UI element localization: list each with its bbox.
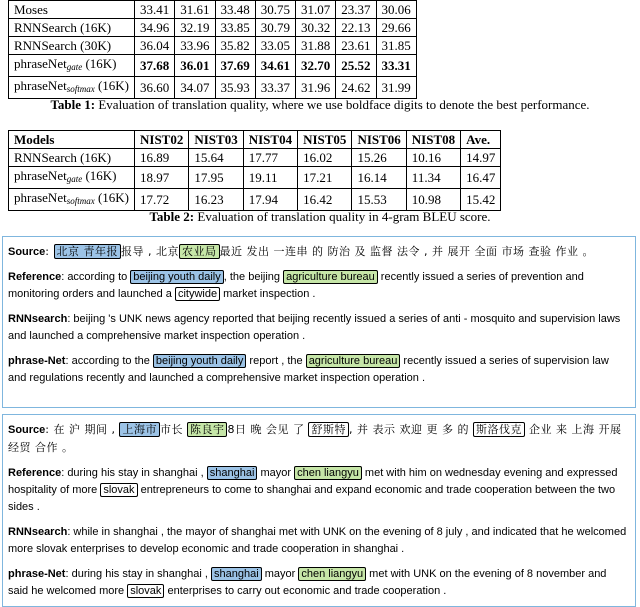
model-name-cell: Moses — [9, 1, 135, 19]
table-row — [9, 19, 417, 37]
highlight-entity: beijing youth daily — [130, 270, 223, 284]
table-2-caption — [0, 209, 640, 225]
score-cell: 32.19 — [175, 19, 215, 37]
highlight-entity: 上海市 — [119, 422, 160, 437]
highlight-entity: shanghai — [207, 466, 258, 480]
score-cell: 37.68 — [135, 55, 175, 77]
score-cell: 33.37 — [255, 77, 295, 99]
table-row — [9, 167, 501, 189]
phrasenet-label: phrase-Net — [8, 568, 66, 580]
table-row — [9, 55, 417, 77]
source-line: Source: 在 沪 期间 , 上海市 市长 陈良宇 8日 晚 会见 了 舒斯特 , 并 表示 欢迎 更 多 的 斯洛伐克 企业 来 上海 开展 经贸 合作 。 — [8, 423, 622, 454]
highlight-entity: 陈良宇 — [187, 422, 228, 437]
rnnsearch-line: RNNsearch: while in shanghai , the mayor of shanghai met with UNK on the evening of 8 july , and indicated that he welcomed more slovak enterprises to develop economic and trade cooperation in shanghai . — [8, 526, 627, 555]
score-cell: 24.62 — [336, 77, 376, 99]
score-cell: 15.64 — [189, 149, 243, 167]
score-cell: 30.79 — [255, 19, 295, 37]
score-cell: 23.37 — [336, 1, 376, 19]
highlight-entity: 舒斯特 — [308, 422, 349, 437]
column-header: Ave. — [461, 131, 501, 149]
caption-text: Evaluation of translation quality in 4-gram BLEU score. — [194, 209, 491, 224]
score-cell: 16.89 — [135, 149, 189, 167]
score-cell: 16.42 — [298, 189, 352, 211]
table-row — [9, 189, 501, 211]
score-cell: 31.88 — [296, 37, 336, 55]
column-header: NIST03 — [189, 131, 243, 149]
source-label: Source — [8, 246, 46, 258]
column-header: NIST05 — [298, 131, 352, 149]
phrasenet-label: phrase-Net — [8, 355, 66, 367]
highlight-entity: 北京 青年报 — [54, 244, 122, 259]
highlight-entity: agriculture bureau — [283, 270, 378, 284]
table-row — [9, 149, 501, 167]
score-cell: 31.07 — [296, 1, 336, 19]
score-cell: 14.97 — [461, 149, 501, 167]
score-cell: 33.41 — [135, 1, 175, 19]
score-cell: 32.70 — [296, 55, 336, 77]
highlight-entity: slovak — [100, 483, 137, 497]
highlight-entity: agriculture bureau — [306, 354, 401, 368]
score-cell: 10.98 — [406, 189, 460, 211]
score-cell: 33.85 — [215, 19, 255, 37]
score-cell: 34.07 — [175, 77, 215, 99]
score-cell: 11.34 — [406, 167, 460, 189]
translation-example-1 — [2, 236, 636, 408]
model-name-cell: RNNSearch (30K) — [9, 37, 135, 55]
phrasenet-line: phrase-Net: during his stay in shanghai , shanghai mayor chen liangyu met with UNK on the evening of 8 november and said he welcomed more slovak enterprises to carry out economic and trade cooperation . — [8, 568, 607, 597]
highlight-entity: slovak — [127, 584, 164, 598]
highlight-entity: chen liangyu — [298, 567, 366, 581]
score-cell: 19.11 — [243, 167, 297, 189]
score-cell: 16.14 — [352, 167, 406, 189]
score-cell: 30.75 — [255, 1, 295, 19]
score-cell: 33.96 — [175, 37, 215, 55]
rnnsearch-label: RNNsearch — [8, 313, 68, 325]
score-cell: 36.60 — [135, 77, 175, 99]
column-header: NIST06 — [352, 131, 406, 149]
score-cell: 34.96 — [135, 19, 175, 37]
highlight-entity: chen liangyu — [294, 466, 362, 480]
score-cell: 35.93 — [215, 77, 255, 99]
rnnsearch-label: RNNsearch — [8, 526, 68, 538]
table-header-row — [9, 131, 501, 149]
score-cell: 36.01 — [175, 55, 215, 77]
model-name-cell: RNNSearch (16K) — [9, 149, 135, 167]
score-cell: 30.32 — [296, 19, 336, 37]
score-cell: 15.26 — [352, 149, 406, 167]
score-cell: 30.06 — [376, 1, 416, 19]
score-cell: 10.16 — [406, 149, 460, 167]
table-row — [9, 1, 417, 19]
score-cell: 33.48 — [215, 1, 255, 19]
phrasenet-line: phrase-Net: according to the beijing youth daily report , the agriculture bureau recently issued a series of supervision law and regulations recently and launched a comprehensive market inspection operation . — [8, 355, 609, 384]
score-cell: 17.94 — [243, 189, 297, 211]
model-name-cell: phraseNet$_{softmax}$ (16K) — [9, 77, 135, 99]
model-name-cell: phraseNet$_{softmax}$ (16K) — [9, 189, 135, 211]
reference-label: Reference — [8, 271, 62, 283]
score-cell: 17.21 — [298, 167, 352, 189]
highlight-entity: citywide — [175, 287, 220, 301]
results-table-1 — [8, 0, 417, 99]
score-cell: 36.04 — [135, 37, 175, 55]
score-cell: 16.02 — [298, 149, 352, 167]
score-cell: 17.77 — [243, 149, 297, 167]
score-cell: 31.99 — [376, 77, 416, 99]
column-header: NIST02 — [135, 131, 189, 149]
table-row — [9, 77, 417, 99]
column-header: NIST08 — [406, 131, 460, 149]
score-cell: 34.61 — [255, 55, 295, 77]
score-cell: 15.53 — [352, 189, 406, 211]
score-cell: 29.66 — [376, 19, 416, 37]
score-cell: 15.42 — [461, 189, 501, 211]
score-cell: 37.69 — [215, 55, 255, 77]
model-name-cell: RNNSearch (16K) — [9, 19, 135, 37]
source-line: Source: 北京 青年报 报导 , 北京 农业局 最近 发出 一连串 的 防治 及 监督 法令 , 并 展开 全面 市场 查验 作业 。 — [8, 245, 594, 258]
caption-label: Table 1: — [50, 97, 96, 112]
score-cell: 33.05 — [255, 37, 295, 55]
score-cell: 18.97 — [135, 167, 189, 189]
score-cell: 25.52 — [336, 55, 376, 77]
reference-line: Reference: during his stay in shanghai , shanghai mayor chen liangyu met with him on wednesday evening and expressed hospitality of more slovak entrepreneurs to come to shanghai and expand economic and trade cooperation between the two sides . — [8, 467, 618, 513]
column-header: NIST04 — [243, 131, 297, 149]
caption-text: Evaluation of translation quality, where we use boldface digits to denote the best performance. — [95, 97, 590, 112]
translation-example-2 — [2, 414, 636, 607]
table-1-caption — [0, 97, 640, 113]
score-cell: 17.72 — [135, 189, 189, 211]
score-cell: 16.47 — [461, 167, 501, 189]
highlight-entity: 农业局 — [179, 244, 220, 259]
score-cell: 16.23 — [189, 189, 243, 211]
table-row — [9, 37, 417, 55]
score-cell: 35.82 — [215, 37, 255, 55]
highlight-entity: 斯洛伐克 — [473, 422, 525, 437]
model-name-cell: phraseNet$_{gate}$ (16K) — [9, 55, 135, 77]
score-cell: 23.61 — [336, 37, 376, 55]
results-table-2 — [8, 130, 501, 211]
score-cell: 17.95 — [189, 167, 243, 189]
source-label: Source — [8, 424, 46, 436]
score-cell: 22.13 — [336, 19, 376, 37]
model-name-cell: phraseNet$_{gate}$ (16K) — [9, 167, 135, 189]
score-cell: 31.96 — [296, 77, 336, 99]
reference-label: Reference — [8, 467, 62, 479]
score-cell: 31.61 — [175, 1, 215, 19]
score-cell: 33.31 — [376, 55, 416, 77]
highlight-entity: shanghai — [211, 567, 262, 581]
rnnsearch-line: RNNsearch: beijing 's UNK news agency reported that beijing recently issued a series of anti - mosquito and supervision laws and launched a comprehensive market inspection operation . — [8, 313, 621, 342]
score-cell: 31.85 — [376, 37, 416, 55]
caption-label: Table 2: — [149, 209, 195, 224]
highlight-entity: beijing youth daily — [153, 354, 246, 368]
column-header: Models — [9, 131, 135, 149]
reference-line: Reference: according to beijing youth daily , the beijing agriculture bureau recently issued a series of prevention and monitoring orders and launched a citywide market inspection . — [8, 271, 584, 300]
